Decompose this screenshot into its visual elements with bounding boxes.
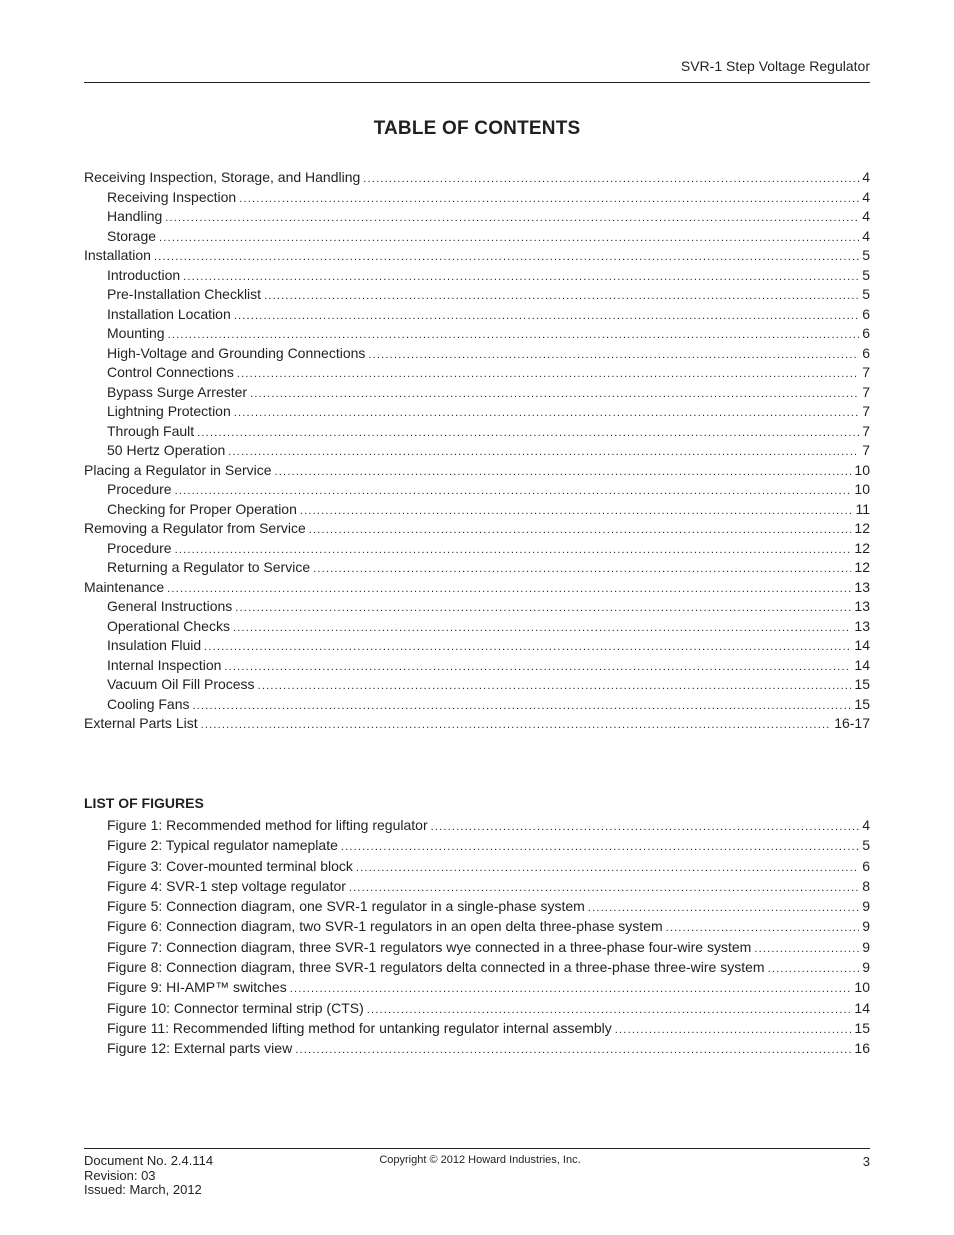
entry-page-number: 9: [862, 959, 870, 976]
toc-entry[interactable]: [84, 324, 870, 344]
entry-label: Through Fault: [107, 422, 195, 439]
entry-page-number: 6: [862, 325, 870, 341]
toc-entry[interactable]: [84, 558, 870, 578]
toc-title: TABLE OF CONTENTS: [373, 118, 581, 139]
entry-page-number: 5: [862, 837, 870, 854]
figure-entry[interactable]: [84, 856, 870, 876]
issued-date: Issued: March, 2012: [84, 1182, 202, 1197]
figure-entry[interactable]: [84, 1038, 870, 1058]
toc-entry[interactable]: [84, 207, 870, 227]
dot-leader: [159, 229, 859, 249]
entry-label: Procedure: [107, 539, 172, 556]
dot-leader: [183, 268, 859, 288]
entry-page-number: 7: [862, 383, 870, 400]
entry-label: Procedure: [107, 481, 172, 497]
toc-entry[interactable]: [84, 383, 870, 403]
dot-leader: [431, 817, 860, 837]
entry-page-number: 14: [854, 656, 870, 673]
entry-page-number: 10: [854, 979, 870, 996]
toc-entry[interactable]: [84, 227, 870, 247]
entry-page-number: 13: [854, 598, 870, 614]
page-number: 3: [862, 1154, 870, 1169]
entry-label: Introduction: [107, 266, 181, 283]
figure-entry[interactable]: [84, 876, 870, 896]
dot-leader: [235, 599, 851, 619]
dot-leader: [615, 1020, 852, 1040]
toc-entry[interactable]: [84, 168, 870, 188]
entry-label: Figure 6: Connection diagram, two SVR-1 regulators in an open delta three-phase system: [107, 918, 663, 935]
entry-page-number: 11: [855, 500, 870, 517]
toc-entry[interactable]: [84, 422, 870, 442]
toc-entry[interactable]: [84, 285, 870, 305]
entry-page-number: 6: [862, 305, 870, 322]
entry-label: Operational Checks: [107, 617, 230, 634]
dot-leader: [368, 346, 859, 366]
dot-leader: [228, 443, 859, 463]
toc-entry[interactable]: [84, 617, 870, 637]
entry-label: Installation: [84, 247, 151, 263]
entry-page-number: 10: [854, 461, 870, 478]
figure-entry[interactable]: [84, 1018, 870, 1038]
figure-entry[interactable]: [84, 957, 870, 977]
footer-copyright: [0, 1154, 954, 1166]
entry-label: Vacuum Oil Fill Process: [107, 676, 255, 692]
toc-entry[interactable]: [84, 500, 870, 520]
entry-label: Figure 11: Recommended lifting method for untanking regulator internal assembly: [107, 1019, 612, 1036]
entry-page-number: 12: [854, 520, 870, 536]
dot-leader: [237, 365, 859, 385]
figure-entry[interactable]: [84, 815, 870, 835]
entry-page-number: 16-17: [834, 715, 870, 731]
entry-label: Cooling Fans: [107, 695, 190, 712]
entry-label: Maintenance: [84, 578, 165, 595]
document-number: Document No. 2.4.114: [84, 1153, 214, 1168]
entry-page-number: 4: [862, 169, 870, 185]
entry-page-number: 13: [854, 617, 870, 634]
figure-entry[interactable]: [84, 916, 870, 936]
dot-leader: [341, 837, 859, 857]
entry-page-number: 12: [854, 559, 870, 575]
dot-leader: [300, 502, 853, 522]
toc-entry[interactable]: [84, 714, 870, 734]
entry-page-number: 6: [862, 857, 870, 874]
entry-label: Figure 8: Connection diagram, three SVR-1 regulators delta connected in a three-phase three-wire system: [107, 959, 765, 976]
entry-label: Placing a Regulator in Service: [84, 461, 272, 478]
entry-label: Bypass Surge Arrester: [107, 383, 248, 400]
entry-label: Control Connections: [107, 364, 234, 380]
dot-leader: [588, 898, 859, 918]
entry-label: Removing a Regulator from Service: [84, 520, 306, 536]
entry-page-number: 4: [862, 188, 870, 205]
entry-page-number: 7: [862, 422, 870, 439]
entry-label: Storage: [107, 227, 157, 244]
entry-label: Receiving Inspection, Storage, and Handling: [84, 169, 361, 185]
toc-entry[interactable]: [84, 578, 870, 598]
dot-leader: [239, 190, 859, 210]
entry-label: 50 Hertz Operation: [107, 442, 226, 458]
dot-leader: [201, 716, 832, 736]
dot-leader: [258, 677, 852, 697]
dot-leader: [224, 658, 851, 678]
figures-list: [84, 815, 870, 1059]
dot-leader: [165, 209, 859, 229]
entry-page-number: 7: [862, 364, 870, 380]
dot-leader: [204, 638, 851, 658]
entry-page-number: 15: [854, 676, 870, 692]
figure-entry[interactable]: [84, 835, 870, 855]
entry-label: Installation Location: [107, 305, 231, 322]
entry-page-number: 8: [862, 877, 870, 894]
dot-leader: [234, 404, 859, 424]
entry-page-number: 9: [862, 938, 870, 955]
toc-entry[interactable]: [84, 539, 870, 559]
figure-entry[interactable]: [84, 998, 870, 1018]
entry-label: Figure 10: Connector terminal strip (CTS): [107, 999, 364, 1016]
toc-entry[interactable]: [84, 441, 870, 461]
entry-label: Figure 2: Typical regulator nameplate: [107, 837, 338, 854]
entry-page-number: 14: [854, 999, 870, 1016]
toc-entry[interactable]: [84, 402, 870, 422]
entry-label: General Instructions: [107, 598, 233, 614]
dot-leader: [154, 248, 859, 268]
entry-label: High-Voltage and Grounding Connections: [107, 344, 366, 361]
entry-label: Receiving Inspection: [107, 188, 237, 205]
entry-label: Returning a Regulator to Service: [107, 559, 311, 575]
toc-entry[interactable]: [84, 266, 870, 286]
toc-entry[interactable]: [84, 597, 870, 617]
toc-entry[interactable]: [84, 519, 870, 539]
footer-divider: [84, 1148, 870, 1149]
toc-entry[interactable]: [84, 656, 870, 676]
figure-entry[interactable]: [84, 896, 870, 916]
entry-page-number: 5: [862, 286, 870, 302]
entry-label: Figure 5: Connection diagram, one SVR-1 regulator in a single-phase system: [107, 898, 585, 915]
dot-leader: [309, 521, 852, 541]
toc-entry[interactable]: [84, 636, 870, 656]
entry-page-number: 7: [862, 403, 870, 419]
figures-title: LIST OF FIGURES: [84, 795, 204, 811]
entry-label: Lightning Protection: [107, 403, 231, 419]
dot-leader: [275, 463, 852, 483]
toc-entry[interactable]: [84, 461, 870, 481]
dot-leader: [768, 959, 860, 979]
entry-label: Figure 3: Cover-mounted terminal block: [107, 857, 353, 874]
entry-page-number: 16: [854, 1040, 870, 1057]
dot-leader: [167, 580, 851, 600]
entry-label: Insulation Fluid: [107, 637, 202, 653]
entry-page-number: 7: [862, 442, 870, 458]
toc-entry[interactable]: [84, 305, 870, 325]
dot-leader: [295, 1040, 851, 1060]
entry-label: Figure 7: Connection diagram, three SVR-1 regulators wye connected in a three-phase four-wire system: [107, 938, 752, 955]
toc-entry[interactable]: [84, 344, 870, 364]
entry-page-number: 4: [862, 208, 870, 224]
entry-page-number: 9: [862, 918, 870, 935]
toc-entry[interactable]: [84, 188, 870, 208]
entry-label: Internal Inspection: [107, 656, 222, 673]
dot-leader: [290, 979, 852, 999]
dot-leader: [313, 560, 851, 580]
dot-leader: [264, 287, 859, 307]
dot-leader: [193, 697, 852, 717]
toc-list: [84, 168, 870, 734]
dot-leader: [234, 307, 859, 327]
entry-label: Figure 4: SVR-1 step voltage regulator: [107, 877, 346, 894]
entry-label: Figure 9: HI-AMP™ switches: [107, 979, 287, 996]
header-divider: [84, 82, 870, 83]
entry-label: Figure 12: External parts view: [107, 1040, 293, 1057]
entry-page-number: 9: [862, 898, 870, 915]
entry-label: Figure 1: Recommended method for lifting regulator: [107, 817, 428, 833]
entry-page-number: 5: [862, 266, 870, 283]
entry-label: Mounting: [107, 325, 165, 341]
entry-page-number: 13: [854, 578, 870, 595]
entry-label: External Parts List: [84, 715, 198, 731]
toc-entry[interactable]: [84, 480, 870, 500]
entry-page-number: 14: [854, 637, 870, 653]
dot-leader: [349, 878, 859, 898]
entry-label: Checking for Proper Operation: [107, 500, 297, 517]
toc-entry[interactable]: [84, 695, 870, 715]
dot-leader: [233, 619, 851, 639]
entry-page-number: 15: [854, 695, 870, 712]
dot-leader: [250, 385, 859, 405]
dot-leader: [666, 918, 860, 938]
toc-entry[interactable]: [84, 246, 870, 266]
entry-page-number: 5: [862, 247, 870, 263]
entry-page-number: 15: [854, 1019, 870, 1036]
figure-entry[interactable]: [84, 937, 870, 957]
entry-page-number: 12: [854, 539, 870, 556]
entry-label: Pre-Installation Checklist: [107, 286, 262, 302]
dot-leader: [754, 939, 859, 959]
entry-page-number: 10: [854, 481, 870, 497]
dot-leader: [367, 1000, 852, 1020]
toc-entry[interactable]: [84, 675, 870, 695]
dot-leader: [363, 170, 859, 190]
entry-page-number: 4: [862, 817, 870, 833]
header-title: SVR-1 Step Voltage Regulator: [680, 58, 870, 74]
toc-entry[interactable]: [84, 363, 870, 383]
dot-leader: [356, 858, 859, 878]
entry-page-number: 4: [862, 227, 870, 244]
entry-label: Handling: [107, 208, 163, 224]
copyright-text: Copyright © 2012 Howard Industries, Inc.: [379, 1154, 581, 1166]
figure-entry[interactable]: [84, 977, 870, 997]
revision: Revision: 03: [84, 1167, 156, 1183]
dot-leader: [197, 424, 859, 444]
entry-page-number: 6: [862, 344, 870, 361]
